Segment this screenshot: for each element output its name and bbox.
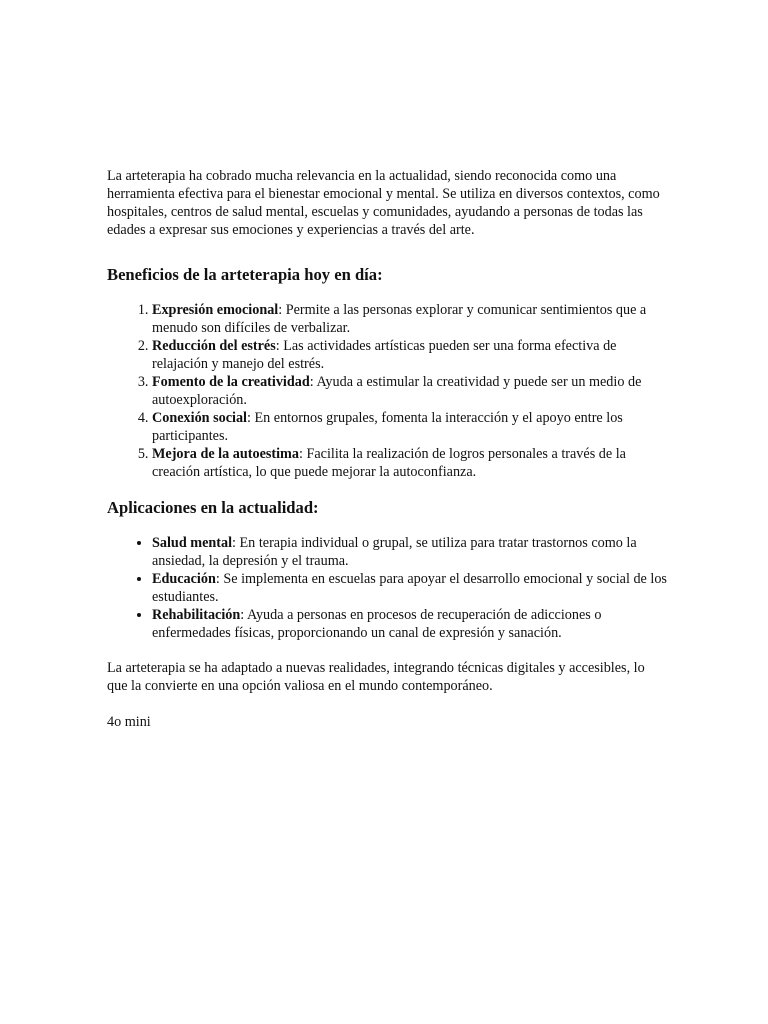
item-text: : Las actividades artísticas pueden ser una forma efectiva de relajación y manejo del estrés. <box>152 338 617 372</box>
item-term: Expresión emocional <box>152 302 279 318</box>
document-body <box>107 167 667 731</box>
item-term: Rehabilitación <box>152 607 241 623</box>
item-text: : Permite a las personas explorar y comunicar sentimientos que a menudo son difíciles de verbalizar. <box>152 302 647 336</box>
item-term: Conexión social <box>152 410 247 426</box>
list-item <box>152 445 667 481</box>
item-term: Mejora de la autoestima <box>152 446 299 462</box>
applications-list <box>107 534 667 642</box>
model-label: 4o mini <box>107 714 151 730</box>
list-item <box>152 373 667 409</box>
closing-paragraph: La arteterapia se ha adaptado a nuevas realidades, integrando técnicas digitales y accesibles, lo que la convierte en una opción valiosa en el mundo contemporáneo. <box>107 660 645 694</box>
list-item <box>152 606 667 642</box>
intro-paragraph: La arteterapia ha cobrado mucha relevancia en la actualidad, siendo reconocida como una herramienta efectiva para el bienestar emocional y mental. Se utiliza en diversos contextos, como hospitales, centros de salud mental, escuelas y comunidades, ayudando a personas de todas las edades a expresar sus emociones y experiencias a través del arte. <box>107 168 660 238</box>
list-item <box>152 409 667 445</box>
item-term: Fomento de la creatividad <box>152 374 310 390</box>
item-text: : Se implementa en escuelas para apoyar el desarrollo emocional y social de los estudiantes. <box>152 571 667 605</box>
list-item <box>152 301 667 337</box>
item-text: : Ayuda a estimular la creatividad y puede ser un medio de autoexploración. <box>152 374 642 408</box>
item-text: : En entornos grupales, fomenta la interacción y el apoyo entre los participantes. <box>152 410 623 444</box>
benefits-heading: Beneficios de la arteterapia hoy en día: <box>107 265 383 284</box>
item-term: Salud mental <box>152 535 233 551</box>
item-term: Reducción del estrés <box>152 338 276 354</box>
item-term: Educación <box>152 571 216 587</box>
benefits-list <box>107 301 667 481</box>
item-text: : En terapia individual o grupal, se utiliza para tratar trastornos como la ansiedad, la depresión y el trauma. <box>152 535 637 569</box>
list-item <box>152 337 667 373</box>
list-item <box>152 534 667 570</box>
item-text: : Ayuda a personas en procesos de recuperación de adicciones o enfermedades físicas, proporcionando un canal de expresión y sanación. <box>152 607 602 641</box>
applications-heading: Aplicaciones en la actualidad: <box>107 498 319 517</box>
list-item <box>152 570 667 606</box>
item-text: : Facilita la realización de logros personales a través de la creación artística, lo que puede mejorar la autoconfianza. <box>152 446 626 480</box>
